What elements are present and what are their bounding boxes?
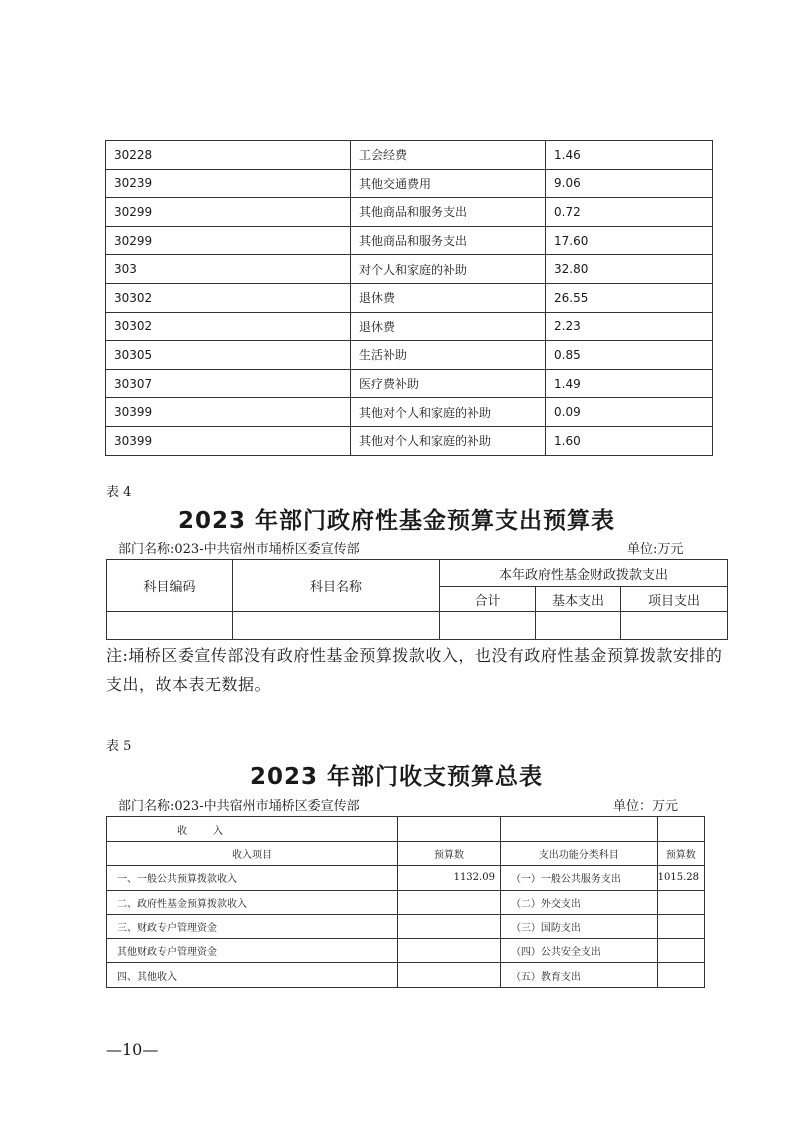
income-budget-cell [397, 939, 500, 963]
subject-code-cell: 303 [106, 255, 351, 284]
empty-cell [233, 612, 440, 640]
subject-code-cell: 30299 [106, 198, 351, 227]
amount-cell: 0.72 [546, 198, 713, 227]
subject-code-cell: 30302 [106, 283, 351, 312]
subject-code-cell: 30305 [106, 341, 351, 370]
amount-cell: 9.06 [546, 169, 713, 198]
expense-detail-table-continued [105, 140, 713, 456]
subject-name-cell: 其他对个人和家庭的补助 [351, 426, 546, 455]
table5-dept-name: 部门名称:023-中共宿州市埇桥区委宣传部 [118, 799, 360, 814]
income-budget-cell: 1132.09 [397, 866, 500, 890]
empty-cell [621, 612, 728, 640]
expense-budget-cell: 1015.28 [657, 866, 704, 890]
header-basic-expense: 基本支出 [536, 587, 621, 612]
header-subject-code: 科目编码 [107, 560, 233, 612]
expense-budget-cell [657, 963, 704, 987]
income-budget-cell [397, 914, 500, 938]
subject-name-cell: 退休费 [351, 312, 546, 341]
header-total: 合计 [440, 587, 536, 612]
amount-cell: 1.60 [546, 426, 713, 455]
expense-item-cell: （三）国防支出 [500, 914, 657, 938]
amount-cell: 26.55 [546, 283, 713, 312]
empty-cell [500, 817, 657, 842]
subject-name-cell: 工会经费 [351, 141, 546, 170]
subject-code-cell: 30302 [106, 312, 351, 341]
amount-cell: 2.23 [546, 312, 713, 341]
subject-name-cell: 其他商品和服务支出 [351, 198, 546, 227]
header-expense-item: 支出功能分类科目 [500, 842, 657, 866]
subject-name-cell: 对个人和家庭的补助 [351, 255, 546, 284]
table4-label: 表 4 [106, 485, 132, 500]
subject-name-cell: 医疗费补助 [351, 369, 546, 398]
income-item-cell: 四、其他收入 [107, 963, 398, 987]
table-row [106, 369, 713, 398]
subject-name-cell: 其他对个人和家庭的补助 [351, 398, 546, 427]
subject-name-cell: 其他交通费用 [351, 169, 546, 198]
table-row [106, 426, 713, 455]
table4-note: 注:埇桥区委宣传部没有政府性基金预算拨款收入，也没有政府性基金预算拨款安排的支出，故本表无数据。 [106, 646, 723, 694]
table-row [106, 341, 713, 370]
table5-title: 2023 年部门收支预算总表 [249, 764, 544, 790]
table-row [106, 312, 713, 341]
table4-unit: 单位:万元 [627, 542, 684, 557]
subject-code-cell: 30399 [106, 398, 351, 427]
table-row [106, 283, 713, 312]
government-fund-budget-table [106, 559, 728, 640]
income-budget-cell [397, 963, 500, 987]
header-fund-expense-group: 本年政府性基金财政拨款支出 [440, 560, 728, 587]
amount-cell: 17.60 [546, 226, 713, 255]
income-item-cell: 其他财政专户管理资金 [107, 939, 398, 963]
expense-budget-cell [657, 939, 704, 963]
table-row [106, 226, 713, 255]
amount-cell: 1.46 [546, 141, 713, 170]
amount-cell: 0.09 [546, 398, 713, 427]
table-row [107, 890, 705, 914]
table-row [107, 866, 705, 890]
table-row [106, 255, 713, 284]
income-item-cell: 二、政府性基金预算拨款收入 [107, 890, 398, 914]
header-income-item: 收入项目 [107, 842, 398, 866]
empty-cell [657, 817, 704, 842]
table5-label: 表 5 [106, 739, 132, 754]
empty-cell [536, 612, 621, 640]
expense-item-cell: （二）外交支出 [500, 890, 657, 914]
table5-unit: 单位：万元 [613, 799, 679, 814]
amount-cell: 1.49 [546, 369, 713, 398]
table4-dept-name: 部门名称:023-中共宿州市埇桥区委宣传部 [118, 542, 360, 557]
subject-name-cell: 其他商品和服务支出 [351, 226, 546, 255]
income-item-cell: 一、一般公共预算拨款收入 [107, 866, 398, 890]
income-expense-summary-table [106, 816, 705, 988]
expense-item-cell: （一）一般公共服务支出 [500, 866, 657, 890]
empty-cell [440, 612, 536, 640]
expense-budget-cell [657, 890, 704, 914]
header-subject-name: 科目名称 [233, 560, 440, 612]
header-project-expense: 项目支出 [621, 587, 728, 612]
amount-cell: 0.85 [546, 341, 713, 370]
income-item-cell: 三、财政专户管理资金 [107, 914, 398, 938]
subject-code-cell: 30239 [106, 169, 351, 198]
table-row [107, 939, 705, 963]
subject-code-cell: 30307 [106, 369, 351, 398]
subject-code-cell: 30228 [106, 141, 351, 170]
expense-budget-cell [657, 914, 704, 938]
empty-cell [107, 612, 233, 640]
expense-item-cell: （五）教育支出 [500, 963, 657, 987]
subject-code-cell: 30399 [106, 426, 351, 455]
header-expense-budget: 预算数 [657, 842, 704, 866]
subject-name-cell: 退休费 [351, 283, 546, 312]
income-section-header: 收 入 [107, 817, 398, 842]
expense-item-cell: （四）公共安全支出 [500, 939, 657, 963]
empty-cell [397, 817, 500, 842]
table-row [106, 198, 713, 227]
header-income-budget: 预算数 [397, 842, 500, 866]
subject-name-cell: 生活补助 [351, 341, 546, 370]
table-row [107, 914, 705, 938]
table4-title: 2023 年部门政府性基金预算支出预算表 [177, 508, 616, 534]
table-row [107, 963, 705, 987]
table-row [106, 141, 713, 170]
table-row [106, 398, 713, 427]
amount-cell: 32.80 [546, 255, 713, 284]
table-row [106, 169, 713, 198]
page-number: —10— [106, 1040, 159, 1059]
income-budget-cell [397, 890, 500, 914]
subject-code-cell: 30299 [106, 226, 351, 255]
